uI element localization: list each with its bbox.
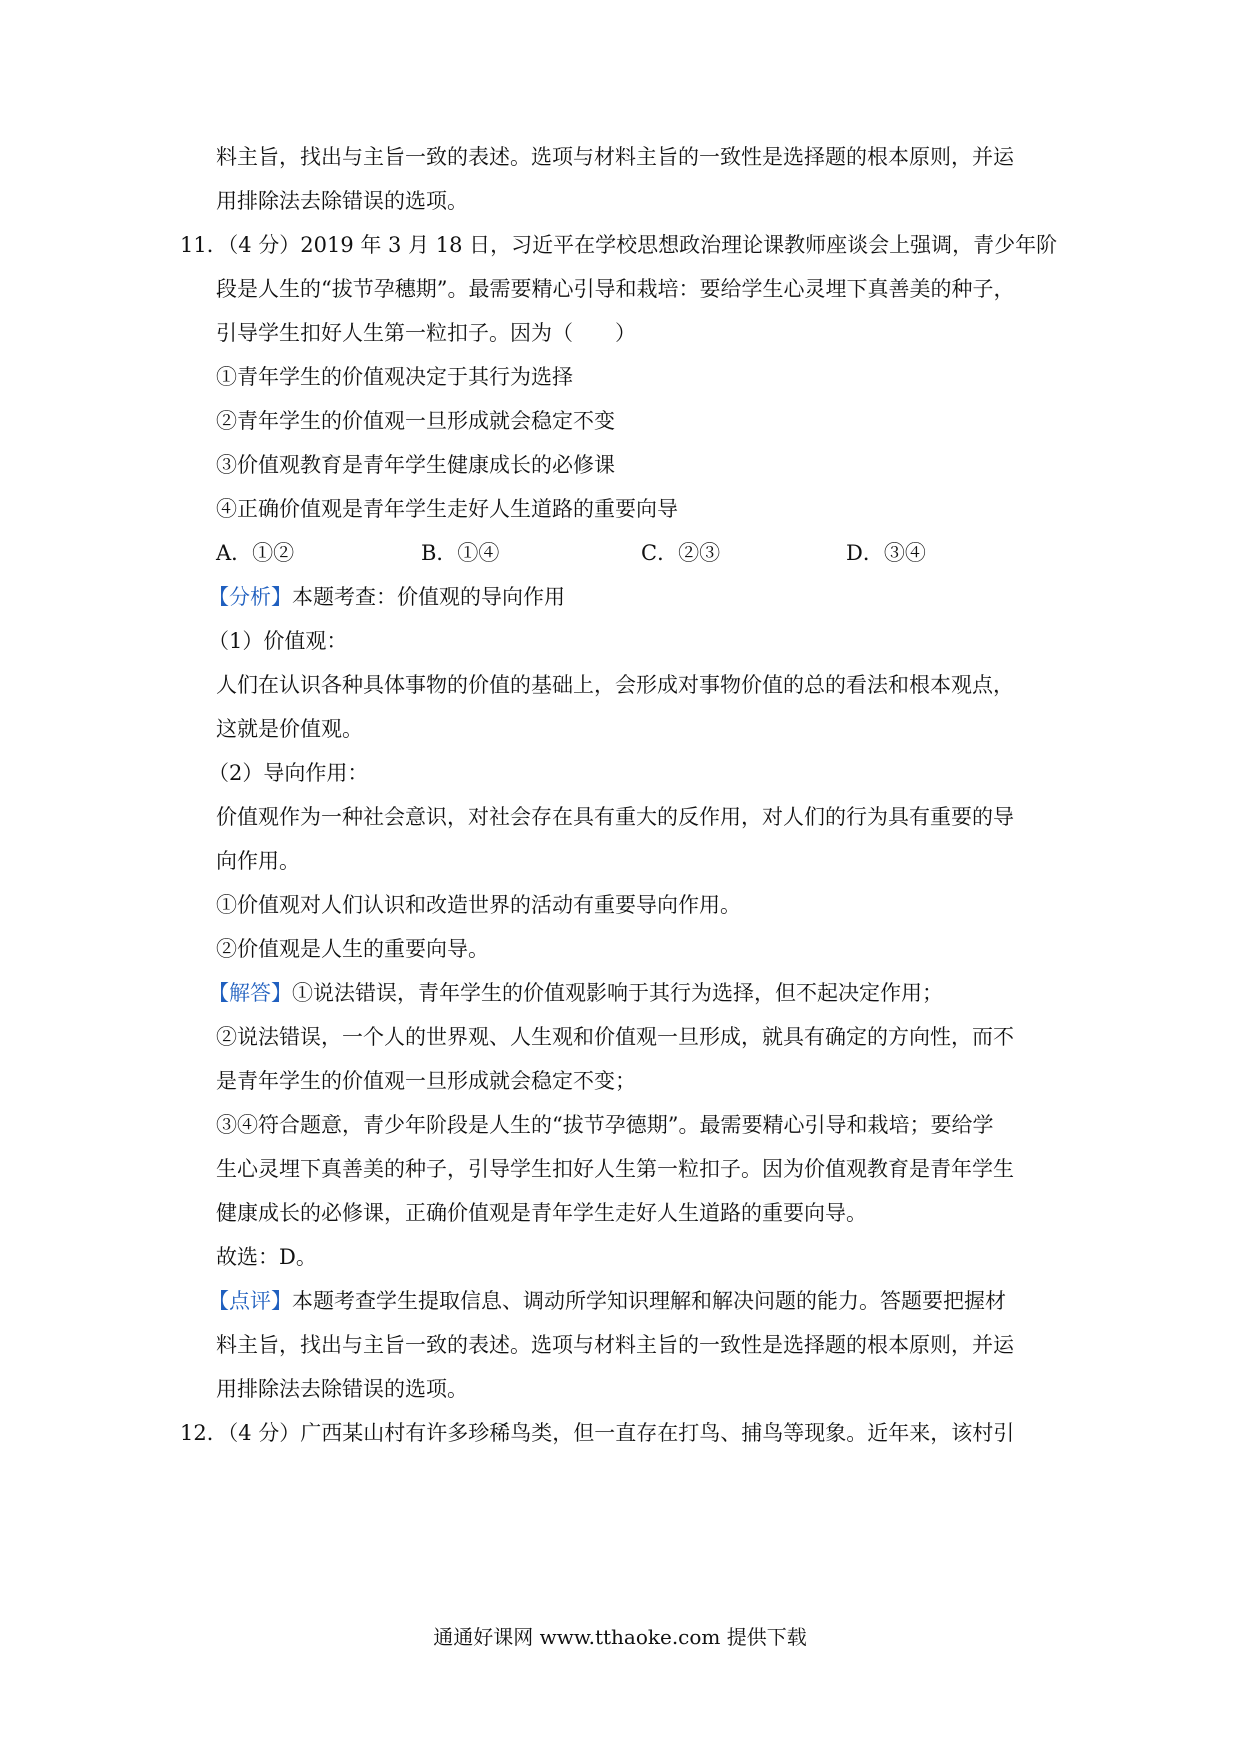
answer-line: 健康成长的必修课，正确价值观是青年学生走好人生道路的重要向导。 xyxy=(216,1201,867,1225)
comment-line: 用排除法去除错误的选项。 xyxy=(216,1377,468,1401)
statement-3: ③价值观教育是青年学生健康成长的必修课 xyxy=(216,453,615,477)
answer-text: ①说法错误，青年学生的价值观影响于其行为选择，但不起决定作用； xyxy=(292,981,943,1005)
analysis-tag: 【分析】 xyxy=(208,585,292,609)
answer-line: 是青年学生的价值观一旦形成就会稳定不变； xyxy=(216,1069,636,1093)
comment-line: 料主旨，找出与主旨一致的表述。选项与材料主旨的一致性是选择题的根本原则，并运 xyxy=(216,1333,1014,1357)
answer-heading xyxy=(208,977,1048,1009)
page-footer: 通通好课网 www.tthaoke.com 提供下载 xyxy=(433,1625,807,1649)
answer-options xyxy=(216,537,1056,569)
analysis-line: 向作用。 xyxy=(216,849,300,873)
option-b: B．①④ xyxy=(421,541,500,565)
analysis-line: 人们在认识各种具体事物的价值的基础上，会形成对事物价值的总的看法和根本观点， xyxy=(216,673,1014,697)
comment-heading xyxy=(208,1285,1048,1317)
option-d: D．③④ xyxy=(846,541,926,565)
prev-comment-line: 料主旨，找出与主旨一致的表述。选项与材料主旨的一致性是选择题的根本原则，并运 xyxy=(216,145,1014,169)
answer-tag: 【解答】 xyxy=(208,981,292,1005)
option-c: C．②③ xyxy=(641,541,721,565)
analysis-line: 这就是价值观。 xyxy=(216,717,363,741)
option-a: A．①② xyxy=(216,541,295,565)
answer-line: ③④符合题意，青少年阶段是人生的“拔节孕德期”。最需要精心引导和栽培；要给学 xyxy=(216,1113,994,1137)
comment-text: 本题考查学生提取信息、调动所学知识理解和解决问题的能力。答题要把握材 xyxy=(292,1289,1006,1313)
question-11-stem: 段是人生的“拔节孕穗期”。最需要精心引导和栽培：要给学生心灵埋下真善美的种子， xyxy=(216,277,1015,301)
question-11-stem: 引导学生扣好人生第一粒扣子。因为（ ） xyxy=(216,321,636,345)
analysis-text: 本题考查：价值观的导向作用 xyxy=(292,585,565,609)
statement-2: ②青年学生的价值观一旦形成就会稳定不变 xyxy=(216,409,615,433)
question-12-stem: 12．（4 分）广西某山村有许多珍稀鸟类，但一直存在打鸟、捕鸟等现象。近年来，该村引 xyxy=(180,1421,1015,1445)
analysis-line: ②价值观是人生的重要向导。 xyxy=(216,937,489,961)
analysis-line: 价值观作为一种社会意识，对社会存在具有重大的反作用，对人们的行为具有重要的导 xyxy=(216,805,1014,829)
answer-line: 生心灵埋下真善美的种子，引导学生扣好人生第一粒扣子。因为价值观教育是青年学生 xyxy=(216,1157,1014,1181)
analysis-line: （2）导向作用： xyxy=(208,761,369,785)
statement-4: ④正确价值观是青年学生走好人生道路的重要向导 xyxy=(216,497,678,521)
statement-1: ①青年学生的价值观决定于其行为选择 xyxy=(216,365,573,389)
question-11-stem: 11．（4 分）2019 年 3 月 18 日，习近平在学校思想政治理论课教师座谈会上强调，青少年阶 xyxy=(180,233,1058,257)
answer-choice: 故选：D。 xyxy=(216,1245,317,1269)
prev-comment-line: 用排除法去除错误的选项。 xyxy=(216,189,468,213)
comment-tag: 【点评】 xyxy=(208,1289,292,1313)
analysis-heading xyxy=(208,581,1048,613)
analysis-line: ①价值观对人们认识和改造世界的活动有重要导向作用。 xyxy=(216,893,741,917)
analysis-line: （1）价值观： xyxy=(208,629,348,653)
answer-line: ②说法错误，一个人的世界观、人生观和价值观一旦形成，就具有确定的方向性，而不 xyxy=(216,1025,1014,1049)
